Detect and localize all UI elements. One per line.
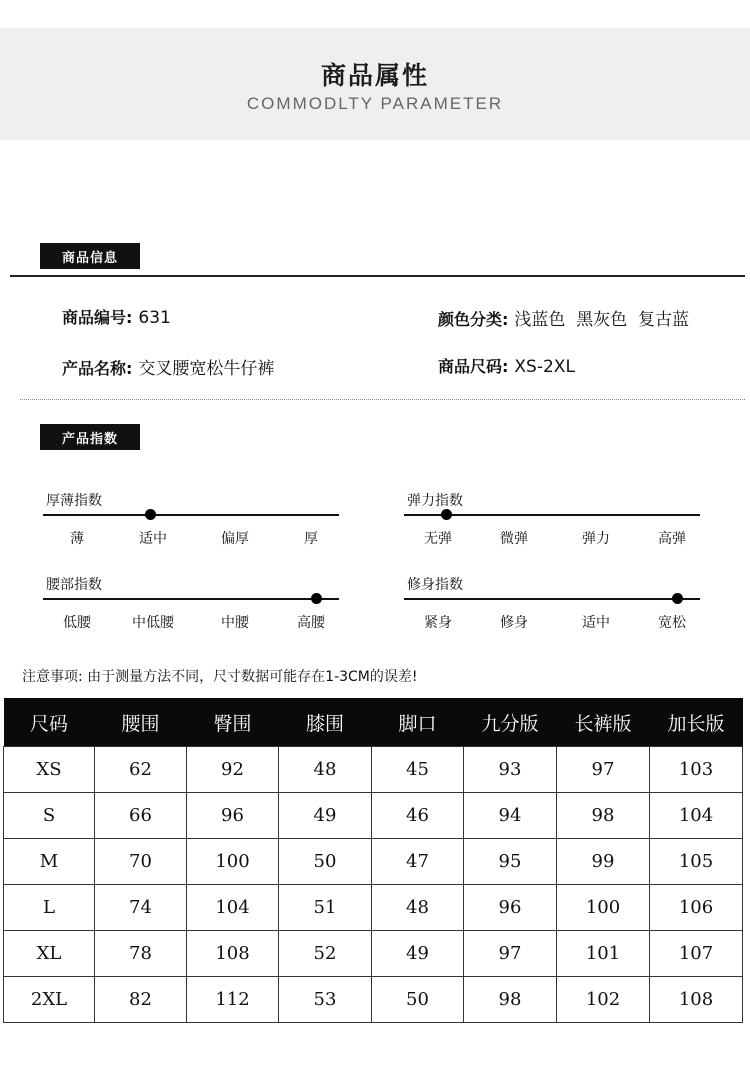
size-table-cell: 104 (650, 793, 743, 839)
product-index-tag: 产品指数 (40, 424, 140, 450)
size-table-cell: 96 (187, 793, 279, 839)
product-code-value: 631 (138, 308, 171, 328)
size-table-cell: 45 (372, 747, 464, 793)
size-table-cell: L (4, 885, 95, 931)
scale-track (43, 514, 339, 516)
product-code-label: 商品编号: (62, 308, 133, 327)
size-table-cell: 52 (279, 931, 372, 977)
size-table-cell: 99 (557, 839, 650, 885)
product-name (62, 354, 274, 379)
size-table-cell: 93 (464, 747, 557, 793)
scale-option: 宽松 (658, 615, 686, 631)
size-table-row (4, 747, 743, 793)
size-table-cell: 108 (650, 977, 743, 1023)
size-table-cell: 50 (279, 839, 372, 885)
size-table-cell: 94 (464, 793, 557, 839)
size-table-row (4, 793, 743, 839)
scale-indicator-dot (441, 509, 452, 520)
scale-option: 修身 (500, 615, 528, 631)
size-table-cell: 112 (187, 977, 279, 1023)
size-table-header-cell: 尺码 (4, 698, 95, 747)
size-table-cell: S (4, 793, 95, 839)
size-table-header-cell: 臀围 (187, 698, 279, 747)
scale-option: 紧身 (424, 615, 452, 631)
size-table-cell: 96 (464, 885, 557, 931)
page-title: 商品属性 (320, 61, 429, 90)
scale-option: 中低腰 (132, 615, 174, 631)
size-table-cell: 102 (557, 977, 650, 1023)
product-code (62, 305, 171, 328)
size-table-cell: 48 (279, 747, 372, 793)
scale-option: 适中 (139, 531, 167, 547)
size-table-cell: 106 (650, 885, 743, 931)
size-table-cell: XL (4, 931, 95, 977)
size-table-cell: 107 (650, 931, 743, 977)
size-table-cell: 50 (372, 977, 464, 1023)
size-table-cell: 108 (187, 931, 279, 977)
size-table-row (4, 885, 743, 931)
size-table-cell: 82 (95, 977, 187, 1023)
page-subtitle: COMMODLTY PARAMETER (246, 94, 504, 113)
size-table-cell: 70 (95, 839, 187, 885)
scale-option: 薄 (70, 531, 84, 547)
scale-title: 修身指数 (407, 577, 463, 593)
product-name-label: 产品名称: (62, 359, 133, 378)
scale-option: 适中 (582, 615, 610, 631)
scale-option: 中腰 (221, 615, 249, 631)
scale-track (43, 598, 339, 600)
section-divider (10, 275, 745, 277)
scale-option: 偏厚 (221, 531, 249, 547)
size-table-body (4, 747, 743, 1023)
size-table-cell: XS (4, 747, 95, 793)
size-table-cell: 62 (95, 747, 187, 793)
size-table-header-cell: 九分版 (464, 698, 557, 747)
size-table-cell: 98 (464, 977, 557, 1023)
scale-indicator-dot (145, 509, 156, 520)
size-table-header-cell: 长裤版 (557, 698, 650, 747)
product-name-value: 交叉腰宽松牛仔裤 (138, 359, 275, 379)
size-table-cell: 104 (187, 885, 279, 931)
product-sizes (438, 354, 575, 377)
size-table-cell: 47 (372, 839, 464, 885)
size-table-row (4, 977, 743, 1023)
scale-title: 厚薄指数 (46, 493, 102, 509)
size-table-cell: 103 (650, 747, 743, 793)
dotted-divider (20, 399, 745, 400)
measurement-note: 注意事项: 由于测量方法不同，尺寸数据可能存在1-3CM的误差! (22, 669, 418, 685)
size-table-cell: 2XL (4, 977, 95, 1023)
size-chart-table (3, 698, 743, 1023)
size-table-header-cell: 脚口 (372, 698, 464, 747)
size-table-cell: 48 (372, 885, 464, 931)
size-table-row (4, 839, 743, 885)
size-table-cell: 66 (95, 793, 187, 839)
scale-option: 高腰 (297, 615, 325, 631)
size-table-header-row (4, 698, 743, 747)
scale-option: 无弹 (424, 531, 452, 547)
size-table-cell: 46 (372, 793, 464, 839)
size-table-cell: 49 (372, 931, 464, 977)
scale-title: 弹力指数 (407, 493, 463, 509)
product-colors-label: 颜色分类: (438, 310, 509, 329)
size-table-cell: 97 (557, 747, 650, 793)
scale-title: 腰部指数 (46, 577, 102, 593)
scale-indicator-dot (311, 593, 322, 604)
size-table-cell: 78 (95, 931, 187, 977)
size-table-header-cell: 膝围 (279, 698, 372, 747)
scale-option: 高弹 (658, 531, 686, 547)
product-colors-value: 浅蓝色 黑灰色 复古蓝 (514, 310, 690, 330)
size-table-row (4, 931, 743, 977)
scale-option: 弹力 (582, 531, 610, 547)
product-sizes-label: 商品尺码: (438, 357, 509, 376)
scale-track (404, 598, 700, 600)
scale-option: 低腰 (63, 615, 91, 631)
size-table-cell: 49 (279, 793, 372, 839)
size-table-cell: 98 (557, 793, 650, 839)
size-table-cell: 53 (279, 977, 372, 1023)
product-sizes-value: XS-2XL (514, 357, 575, 377)
size-table-cell: 51 (279, 885, 372, 931)
size-table-cell: 74 (95, 885, 187, 931)
scale-option: 微弹 (500, 531, 528, 547)
size-table-cell: 105 (650, 839, 743, 885)
size-table-cell: 92 (187, 747, 279, 793)
scale-indicator-dot (672, 593, 683, 604)
size-table-cell: M (4, 839, 95, 885)
product-colors (438, 305, 689, 330)
product-info-tag: 商品信息 (40, 243, 140, 269)
size-table-cell: 101 (557, 931, 650, 977)
scale-option: 厚 (304, 531, 318, 547)
size-table-cell: 100 (187, 839, 279, 885)
size-table-cell: 95 (464, 839, 557, 885)
size-table-cell: 100 (557, 885, 650, 931)
size-table-header-cell: 腰围 (95, 698, 187, 747)
size-table-header-cell: 加长版 (650, 698, 743, 747)
size-table-cell: 97 (464, 931, 557, 977)
